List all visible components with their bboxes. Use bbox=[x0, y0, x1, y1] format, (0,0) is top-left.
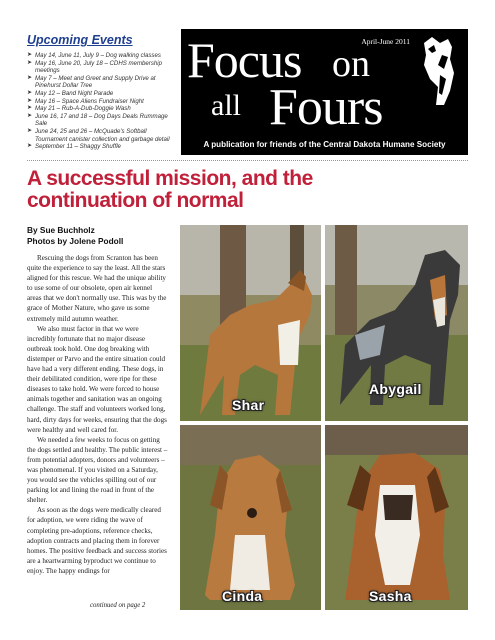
events-title: Upcoming Events bbox=[27, 33, 133, 47]
continued-note: continued on page 2 bbox=[90, 602, 146, 609]
photo-cinda bbox=[180, 425, 321, 610]
article-body bbox=[27, 253, 168, 576]
article-headline: A successful mission, and the continuation of normal bbox=[27, 167, 313, 212]
article-byline bbox=[27, 225, 123, 246]
arrow-bullet-icon: ➤ bbox=[27, 59, 33, 66]
photo-shar bbox=[180, 225, 321, 421]
article-paragraph: As soon as the dogs were medically cleared for adoption, we were riding the wave of completing pre-adoptions, reference checks, adoption contracts and placing them in forever homes. The positive feedback and success stories are a heartwarming byproduct we continue to enjoy. The happy endings for bbox=[27, 506, 167, 575]
event-item: ➤ May 14, June 11, July 9 – Dog walking classes bbox=[27, 52, 161, 59]
dog-name-sasha: Sasha bbox=[369, 588, 412, 604]
arrow-bullet-icon: ➤ bbox=[27, 97, 33, 104]
dog-name-shar: Shar bbox=[232, 397, 265, 413]
issue-date: April-June 2011 bbox=[361, 37, 410, 46]
masthead-all: all bbox=[211, 89, 241, 122]
dog-photo-sasha bbox=[325, 425, 468, 610]
arrow-bullet-icon: ➤ bbox=[27, 89, 33, 96]
arrow-bullet-icon: ➤ bbox=[27, 127, 33, 134]
article-paragraph: We also must factor in that we were incredibly fortunate that no major disease outbreak took hold. One dog breaking with distemper or Parvo and the entire situation could have had a very different ending. These dogs, in their debilitated condition, were ripe for these diseases to take hold. We were forced to house animals together and sanitation was an ongoing challenge. The staff and volunteers worked long, hard, dirty days for weeks, ensuring that the dogs were healthy and well cared for. bbox=[27, 324, 167, 434]
event-item: ➤ May 16 – Space Aliens Fundraiser Night bbox=[27, 97, 144, 105]
dog-photo-cinda bbox=[180, 425, 321, 610]
event-item: ➤ September 11 – Shaggy Shuffle bbox=[27, 143, 121, 151]
masthead-fours: Fours bbox=[269, 79, 383, 136]
masthead-focus: Focus bbox=[187, 32, 302, 88]
upcoming-events bbox=[27, 33, 177, 151]
photo-abygail bbox=[325, 225, 468, 421]
byline-author: By Sue Buchholz bbox=[27, 225, 95, 235]
dotted-divider bbox=[27, 160, 468, 161]
dog-cat-logo-icon bbox=[414, 35, 462, 107]
event-item: ➤ June 24, 25 and 26 – McQuade's Softball Tournament canister collection and garbage detail bbox=[27, 127, 170, 143]
masthead-on: on bbox=[332, 43, 370, 85]
events-list bbox=[27, 52, 177, 151]
dog-photo-shar bbox=[180, 225, 321, 421]
event-item: ➤ June 16, 17 and 18 – Dog Days Deals Rummage Sale bbox=[27, 112, 168, 128]
dog-name-cinda: Cinda bbox=[222, 588, 263, 604]
event-item: ➤ May 12 – Band Night Parade bbox=[27, 89, 114, 97]
masthead-tagline: A publication for friends of the Central Dakota Humane Society bbox=[203, 140, 446, 149]
photo-sasha bbox=[325, 425, 468, 610]
byline-photos: Photos by Jolene Podoll bbox=[27, 235, 124, 246]
dog-name-abygail: Abygail bbox=[369, 381, 422, 397]
event-item: ➤ May 16, June 20, July 18 – CDHS membership meetings bbox=[27, 59, 163, 75]
masthead bbox=[181, 29, 468, 155]
article-paragraph: Rescuing the dogs from Scranton has been quite the experience to say the least. All the stars aligned for this rescue. We had the unique ability to use some of our obsolete, open air kennel areas that we don't normally use. This was by the grace of Mother Nature, who gave us some extremely mild autumn weather. bbox=[27, 254, 167, 323]
arrow-bullet-icon: ➤ bbox=[27, 52, 33, 58]
event-item: ➤ May 21 – Rub-A-Dub-Doggie Wash bbox=[27, 105, 131, 113]
article-paragraph: We needed a few weeks to focus on getting the dogs settled and healthy. The public interest – from potential adopters, donors and volunteers – was phenomenal. If you visited on a Saturday, you would see the vehicles spilling out of our parking lot and lining the road in front of the shelter. bbox=[27, 435, 168, 505]
arrow-bullet-icon: ➤ bbox=[27, 105, 33, 112]
arrow-bullet-icon: ➤ bbox=[27, 112, 33, 119]
event-item: ➤ May 7 – Meet and Greet and Supply Drive at Pinehurst Dollar Tree bbox=[27, 74, 156, 90]
arrow-bullet-icon: ➤ bbox=[27, 74, 33, 81]
arrow-bullet-icon: ➤ bbox=[27, 143, 33, 150]
